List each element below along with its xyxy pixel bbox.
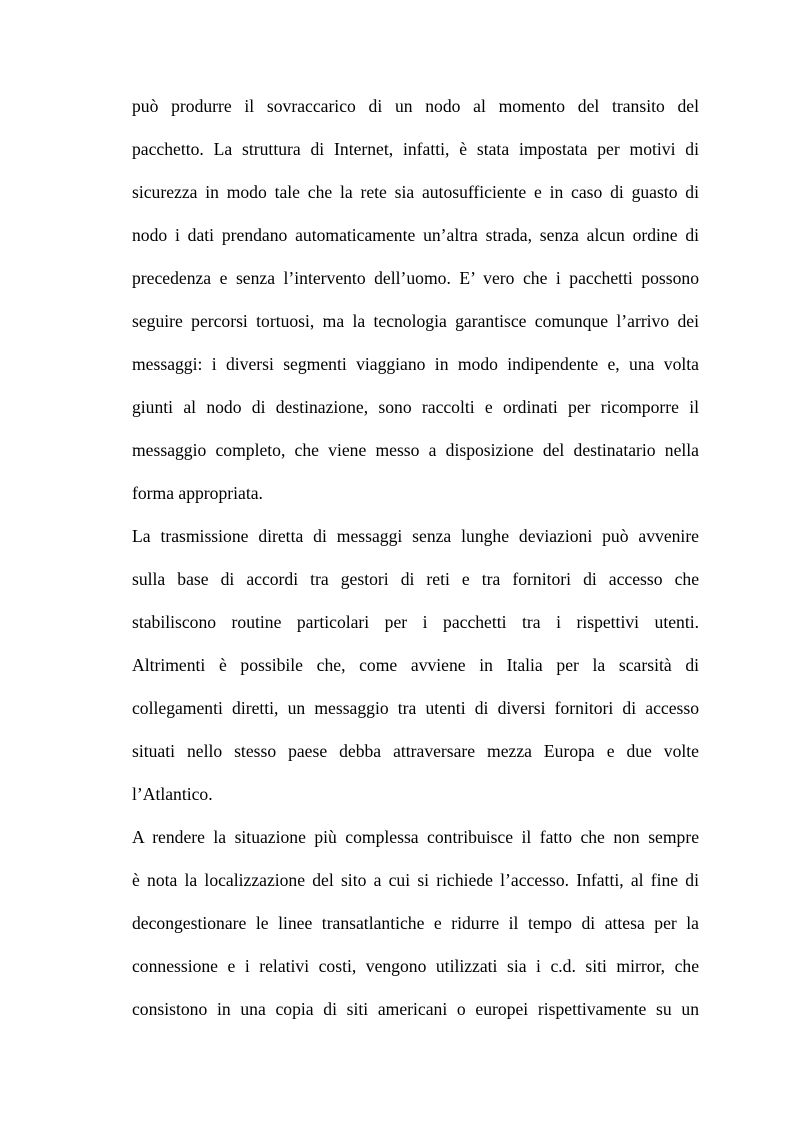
text-line: seguire percorsi tortuosi, ma la tecnologia garantisce comunque l’arrivo dei — [132, 311, 699, 331]
text-line: è nota la localizzazione del sito a cui si richiede l’accesso. Infatti, al fine di — [132, 870, 699, 890]
text-line: messaggi: i diversi segmenti viaggiano in modo indipendente e, una volta — [132, 354, 699, 374]
text-line: sicurezza in modo tale che la rete sia autosufficiente e in caso di guasto di — [132, 182, 699, 202]
text-line: sulla base di accordi tra gestori di reti e tra fornitori di accesso che — [132, 569, 699, 589]
text-line: può produrre il sovraccarico di un nodo al momento del transito del — [132, 96, 699, 116]
text-line: messaggio completo, che viene messo a disposizione del destinatario nella — [132, 440, 699, 460]
text-line: giunti al nodo di destinazione, sono raccolti e ordinati per ricomporre il — [132, 397, 699, 417]
text-line: situati nello stesso paese debba attraversare mezza Europa e due volte — [132, 741, 699, 761]
text-line: Altrimenti è possibile che, come avviene in Italia per la scarsità di — [132, 655, 699, 675]
text-line: pacchetto. La struttura di Internet, infatti, è stata impostata per motivi di — [132, 139, 699, 159]
text-line: nodo i dati prendano automaticamente un’altra strada, senza alcun ordine di — [132, 225, 699, 245]
text-line: forma appropriata. — [132, 483, 263, 503]
text-line: decongestionare le linee transatlantiche e ridurre il tempo di attesa per la — [132, 913, 699, 933]
text-line: precedenza e senza l’intervento dell’uomo. E’ vero che i pacchetti possono — [132, 268, 699, 288]
text-line: consistono in una copia di siti americani o europei rispettivamente su un — [132, 999, 699, 1019]
text-line: collegamenti diretti, un messaggio tra utenti di diversi fornitori di accesso — [132, 698, 699, 718]
text-line: stabiliscono routine particolari per i pacchetti tra i rispettivi utenti. — [132, 612, 699, 632]
text-line: A rendere la situazione più complessa contribuisce il fatto che non sempre — [132, 827, 699, 847]
text-line: connessione e i relativi costi, vengono utilizzati sia i c.d. siti mirror, che — [132, 956, 699, 976]
text-line: l’Atlantico. — [132, 784, 213, 804]
text-line: La trasmissione diretta di messaggi senza lunghe deviazioni può avvenire — [132, 526, 699, 546]
